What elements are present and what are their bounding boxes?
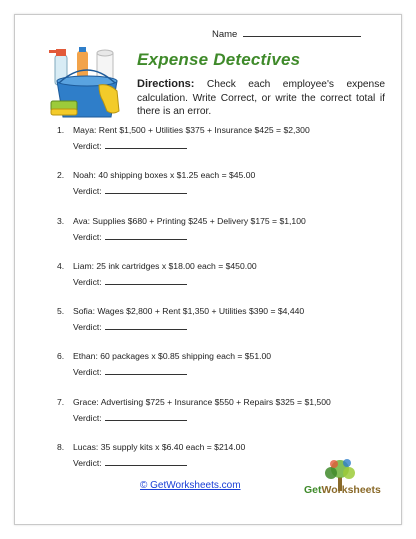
name-label: Name — [212, 29, 238, 40]
getworksheets-logo-tree-icon — [298, 455, 388, 507]
verdict-answer-line[interactable] — [105, 186, 187, 194]
problem-number: 3. — [57, 215, 65, 226]
problem-text: Ava: Supplies $680 + Printing $245 + Delivery $175 = $1,100 — [73, 215, 306, 226]
getworksheets-logo-text — [304, 484, 381, 496]
verdict-label: Verdict: — [73, 141, 102, 151]
verdict-label: Verdict: — [73, 458, 102, 469]
name-field — [212, 27, 361, 40]
verdict-answer-line[interactable] — [105, 458, 187, 466]
problem-item — [57, 397, 387, 442]
directions-text: Check each employee's expense calculation. Write Correct, or write the correct total if there is an error. — [137, 79, 385, 117]
problem-number: 8. — [57, 442, 65, 453]
verdict-answer-line[interactable] — [105, 141, 187, 149]
verdict-label: Verdict: — [73, 186, 102, 197]
logo-get: Get — [304, 484, 322, 496]
problem-text: Sofia: Wages $2,800 + Rent $1,350 + Utilities $390 = $4,440 — [73, 306, 305, 317]
problem-number: 4. — [57, 260, 65, 271]
problem-item — [57, 125, 387, 170]
problem-item — [57, 216, 387, 261]
problem-text: Lucas: 35 supply kits x $6.40 each = $214.00 — [73, 442, 246, 453]
verdict-label: Verdict: — [73, 322, 102, 333]
problem-text: Ethan: 60 packages x $0.85 shipping each = $51.00 — [73, 351, 272, 362]
logo-worksheets: Worksheets — [321, 484, 381, 496]
problem-number: 1. — [57, 125, 65, 135]
problem-text: Noah: 40 shipping boxes x $1.25 each = $45.00 — [73, 170, 256, 181]
verdict-answer-line[interactable] — [105, 322, 187, 330]
directions-label: Directions: — [137, 78, 195, 90]
problem-item — [57, 170, 387, 215]
problem-text: Maya: Rent $1,500 + Utilities $375 + Insurance $425 = $2,300 — [73, 125, 310, 135]
problem-number: 5. — [57, 306, 65, 317]
problem-text: Grace: Advertising $725 + Insurance $550 + Repairs $325 = $1,500 — [73, 396, 331, 407]
getworksheets-link[interactable]: © GetWorksheets.com — [140, 480, 241, 491]
verdict-answer-line[interactable] — [105, 367, 187, 375]
name-line[interactable] — [243, 27, 361, 37]
problem-text: Liam: 25 ink cartridges x $18.00 each = $450.00 — [73, 260, 257, 271]
verdict-label: Verdict: — [73, 276, 102, 287]
verdict-label: Verdict: — [73, 367, 102, 378]
worksheet-page — [14, 14, 402, 525]
problem-number: 2. — [57, 170, 65, 181]
problem-item — [57, 306, 387, 351]
verdict-label: Verdict: — [73, 412, 102, 423]
page-title: Expense Detectives — [137, 50, 301, 69]
directions — [137, 78, 385, 119]
problem-item — [57, 261, 387, 306]
verdict-answer-line[interactable] — [105, 232, 187, 240]
cleaning-bucket-illustration — [47, 45, 127, 121]
problem-number: 6. — [57, 351, 65, 362]
problem-list — [57, 125, 387, 487]
problem-item — [57, 351, 387, 396]
verdict-label: Verdict: — [73, 231, 102, 242]
verdict-answer-line[interactable] — [105, 277, 187, 285]
problem-number: 7. — [57, 396, 65, 407]
verdict-answer-line[interactable] — [105, 413, 187, 421]
